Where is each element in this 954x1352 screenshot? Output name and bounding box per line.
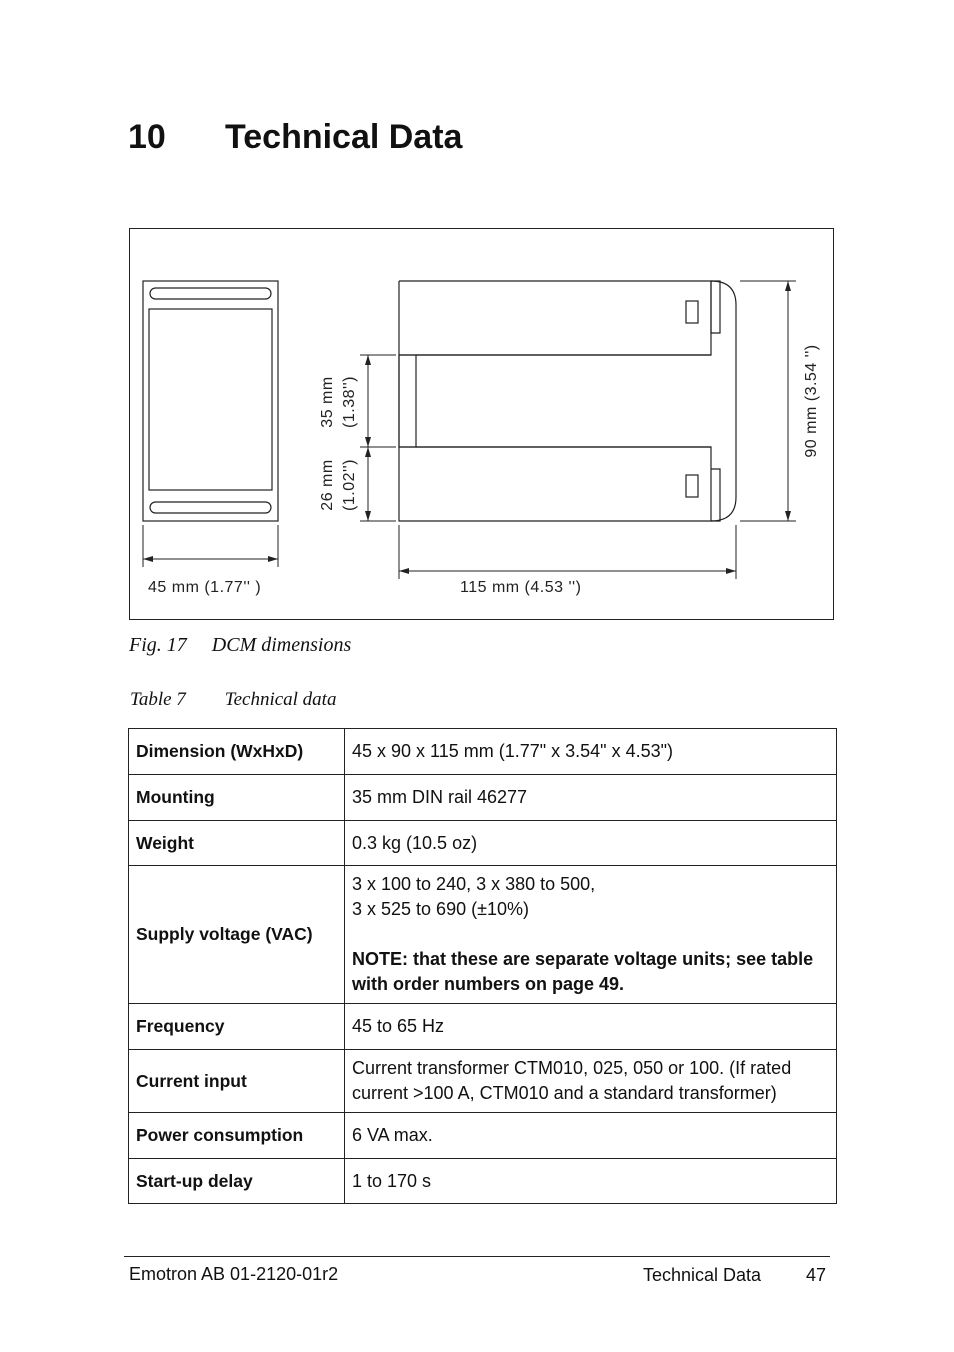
rail-lower-in-label: (1.02'') <box>341 459 358 511</box>
row-value: 1 to 170 s <box>345 1159 837 1204</box>
row-value: 45 to 65 Hz <box>345 1004 837 1050</box>
table-caption-label: Table 7 <box>130 689 186 710</box>
table-row <box>129 1113 837 1159</box>
table-row <box>129 821 837 866</box>
figure-caption-text: DCM dimensions <box>211 634 352 656</box>
section-number: 10 <box>128 118 166 156</box>
row-key: Dimension (WxHxD) <box>129 729 345 775</box>
figure-caption <box>129 634 351 657</box>
row-key: Start-up delay <box>129 1159 345 1204</box>
row-value: 35 mm DIN rail 46277 <box>345 775 837 821</box>
row-value: 6 VA max. <box>345 1113 837 1159</box>
dimension-svg <box>130 229 835 621</box>
row-value: Current transformer CTM010, 025, 050 or 100. (If rated current >100 A, CTM010 and a standard transformer) <box>345 1050 837 1113</box>
page-number: 47 <box>806 1265 827 1285</box>
table-row <box>129 866 837 1004</box>
footer-section: Technical Data <box>643 1265 762 1285</box>
row-key: Power consumption <box>129 1113 345 1159</box>
dimension-lines <box>143 281 796 579</box>
table-caption-text: Technical data <box>224 689 337 710</box>
rail-upper-in-label: (1.38'') <box>341 376 358 428</box>
row-value <box>345 866 837 1004</box>
depth-label: 115 mm (4.53 '') <box>460 579 582 596</box>
table-row <box>129 729 837 775</box>
row-value: 45 x 90 x 115 mm (1.77" x 3.54" x 4.53") <box>345 729 837 775</box>
rail-lower-mm-label: 26 mm <box>319 459 336 511</box>
supply-note: NOTE: that these are separate voltage units; see table with order numbers on page 49. <box>352 949 814 994</box>
table-row <box>129 1159 837 1204</box>
table-row <box>129 1004 837 1050</box>
row-key: Frequency <box>129 1004 345 1050</box>
footer-rule <box>124 1256 830 1257</box>
table-row <box>129 1050 837 1113</box>
height-label: 90 mm (3.54 '') <box>803 344 820 458</box>
figure-caption-label: Fig. 17 <box>129 634 187 656</box>
section-title: Technical Data <box>225 118 463 156</box>
value-line: 3 x 100 to 240, 3 x 380 to 500, <box>352 874 596 894</box>
front-view <box>143 281 278 521</box>
table-caption <box>130 689 336 711</box>
table-row <box>129 775 837 821</box>
row-value: 0.3 kg (10.5 oz) <box>345 821 837 866</box>
row-key: Weight <box>129 821 345 866</box>
row-key: Current input <box>129 1050 345 1113</box>
width-label: 45 mm (1.77'' ) <box>148 579 262 596</box>
side-view <box>399 281 736 521</box>
dimension-drawing <box>129 228 834 620</box>
row-key: Mounting <box>129 775 345 821</box>
rail-upper-mm-label: 35 mm <box>319 376 336 428</box>
technical-data-table <box>128 728 837 1204</box>
row-key: Supply voltage (VAC) <box>129 866 345 1004</box>
value-line: 3 x 525 to 690 (±10%) <box>352 899 529 919</box>
footer-doc-id: Emotron AB 01-2120-01r2 <box>129 1264 339 1284</box>
